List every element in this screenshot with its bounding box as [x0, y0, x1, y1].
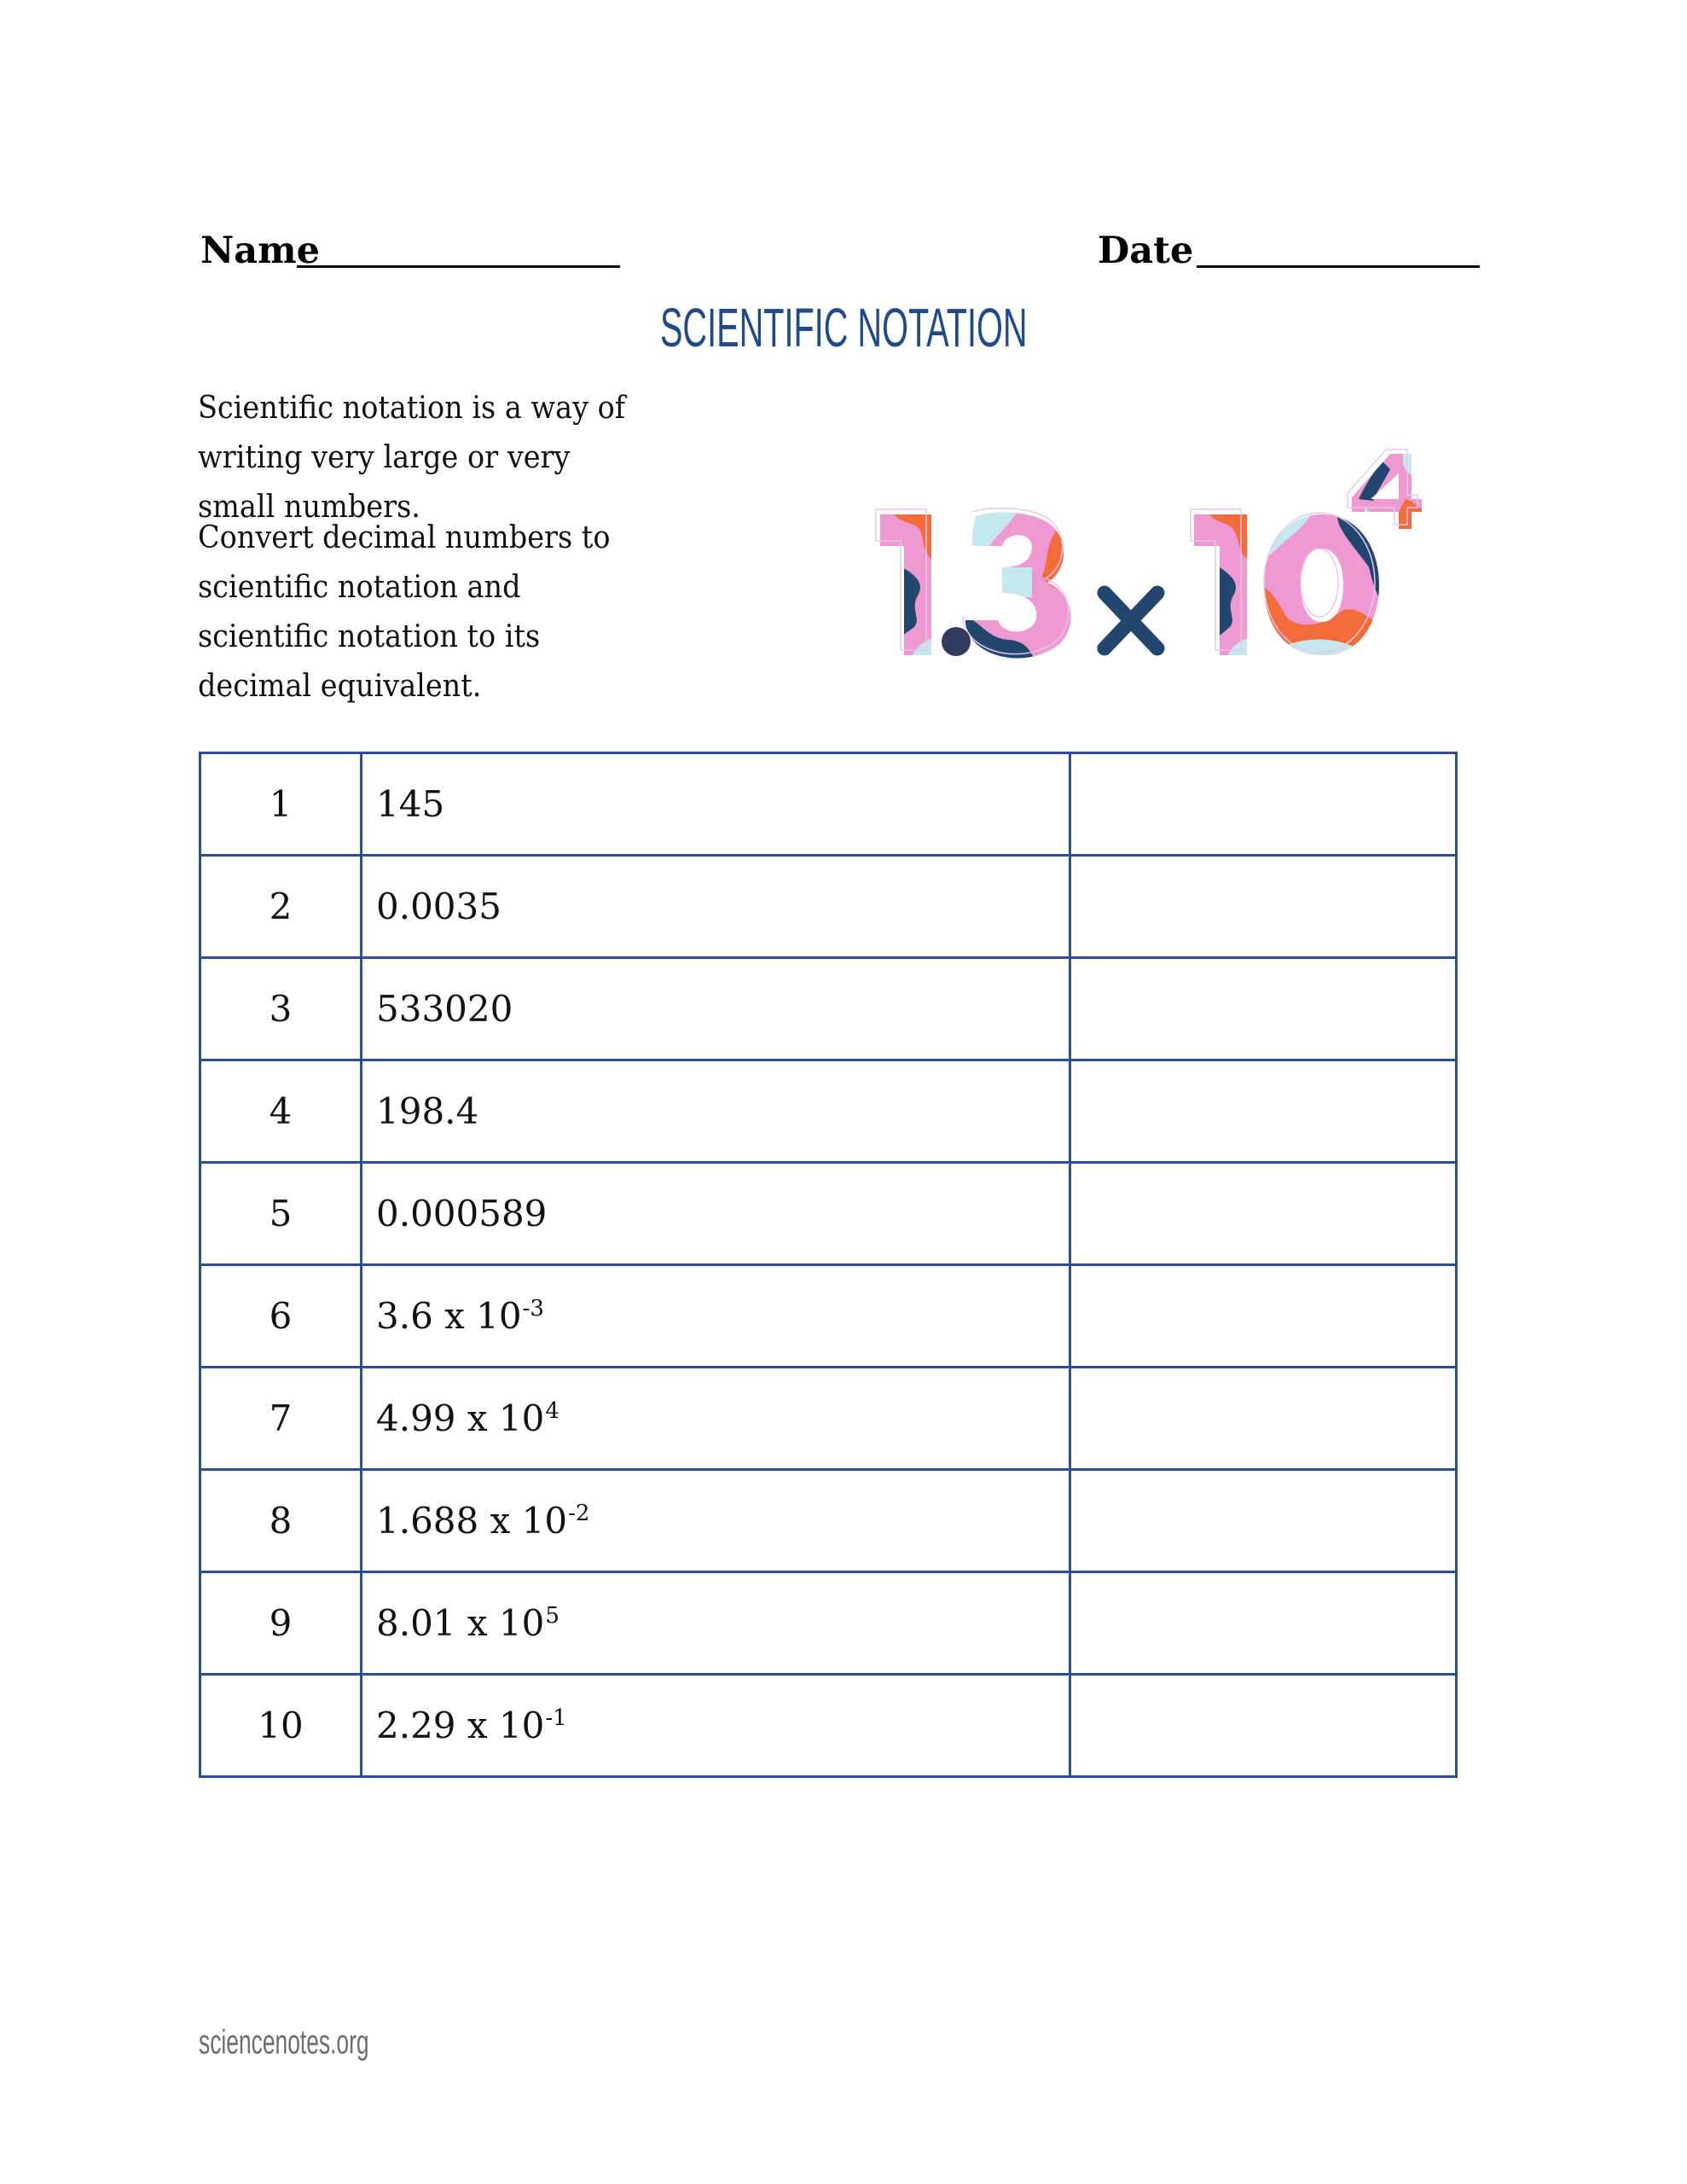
problem-value — [362, 1060, 1070, 1163]
digit-one-icon — [861, 508, 947, 661]
answer-cell[interactable] — [1070, 1675, 1457, 1777]
problem-text: 4.99 x 10 — [376, 1397, 545, 1439]
problem-value — [362, 856, 1070, 958]
problem-exponent: -1 — [545, 1705, 567, 1731]
problem-value — [362, 1675, 1070, 1777]
footer-site-text: sciencenotes.org — [199, 2024, 369, 2061]
table-row — [200, 1368, 1457, 1470]
row-number: 2 — [200, 856, 362, 958]
answer-cell[interactable] — [1070, 753, 1457, 856]
problem-text: 1.688 x 10 — [376, 1500, 568, 1542]
problem-text: 145 — [376, 783, 445, 825]
scientific-notation-illustration-icon — [861, 439, 1424, 670]
date-input-line[interactable] — [1197, 265, 1480, 268]
digit-one-second-icon — [1177, 508, 1262, 661]
answer-cell[interactable] — [1070, 1470, 1457, 1572]
answer-cell[interactable] — [1070, 1368, 1457, 1470]
row-number: 9 — [200, 1572, 362, 1675]
intro-text-2: Convert decimal numbers to scientific notation and scientific notation to its decimal equivalent. — [198, 520, 611, 704]
problem-exponent: 4 — [545, 1398, 559, 1424]
answer-cell[interactable] — [1070, 1163, 1457, 1265]
table-row — [200, 1470, 1457, 1572]
table-row — [200, 1163, 1457, 1265]
row-number: 10 — [200, 1675, 362, 1777]
problem-text: 3.6 x 10 — [376, 1295, 522, 1337]
name-input-line[interactable] — [297, 265, 620, 268]
row-number: 6 — [200, 1265, 362, 1368]
worksheet-table — [199, 752, 1458, 1778]
digit-zero-icon — [1254, 508, 1390, 661]
problem-exponent: -3 — [522, 1296, 544, 1321]
table-row — [200, 856, 1457, 958]
problem-value — [362, 1265, 1070, 1368]
table-row — [200, 1572, 1457, 1675]
problem-text: 8.01 x 10 — [376, 1602, 545, 1644]
date-label: Date — [1098, 229, 1194, 272]
problem-exponent: 5 — [545, 1603, 559, 1629]
answer-cell[interactable] — [1070, 1060, 1457, 1163]
table-row — [200, 1060, 1457, 1163]
table-row — [200, 1265, 1457, 1368]
exponent-four-icon — [1343, 448, 1424, 533]
row-number: 4 — [200, 1060, 362, 1163]
problem-exponent: -2 — [568, 1501, 590, 1526]
problem-value — [362, 1470, 1070, 1572]
problem-value — [362, 753, 1070, 856]
row-number: 5 — [200, 1163, 362, 1265]
row-number: 1 — [200, 753, 362, 856]
problem-value — [362, 1368, 1070, 1470]
problem-text: 0.000589 — [376, 1193, 548, 1234]
intro-paragraph-2 — [198, 514, 846, 712]
table-row — [200, 753, 1457, 856]
row-number: 8 — [200, 1470, 362, 1572]
page-title — [0, 297, 1687, 358]
row-number: 7 — [200, 1368, 362, 1470]
problem-value — [362, 1163, 1070, 1265]
problem-value — [362, 958, 1070, 1060]
problem-text: 2.29 x 10 — [376, 1705, 545, 1746]
page-title-text: SCIENTIFIC NOTATION — [659, 297, 1028, 358]
answer-cell[interactable] — [1070, 856, 1457, 958]
answer-cell[interactable] — [1070, 958, 1457, 1060]
table-row — [200, 958, 1457, 1060]
times-icon — [1104, 593, 1157, 648]
row-number: 3 — [200, 958, 362, 1060]
intro-paragraph-1 — [198, 384, 846, 532]
problem-text: 198.4 — [376, 1090, 479, 1132]
table-row — [200, 1675, 1457, 1777]
digit-three-icon — [955, 508, 1092, 670]
problem-text: 0.0035 — [376, 886, 501, 927]
answer-cell[interactable] — [1070, 1572, 1457, 1675]
problem-text: 533020 — [376, 988, 513, 1030]
intro-text-1: Scientific notation is a way of writing very large or very small numbers. — [198, 391, 626, 525]
name-label: Name — [200, 229, 321, 272]
problem-value — [362, 1572, 1070, 1675]
footer-site — [199, 2025, 456, 2059]
answer-cell[interactable] — [1070, 1265, 1457, 1368]
